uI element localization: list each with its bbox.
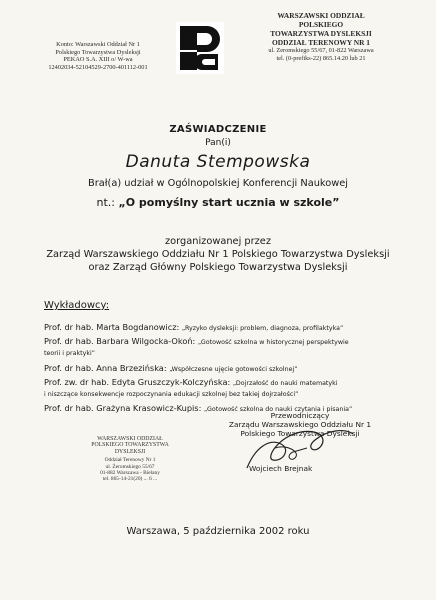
lecturer-item: [44, 322, 343, 332]
organized-by: zorganizowanej przez: [165, 236, 271, 247]
stamp-line: POLSKIEGO TOWARZYSTWA DYSLEKSJI: [91, 442, 169, 455]
org-line-3: TOWARZYSTWA DYSLEKSJI: [270, 29, 372, 38]
bank-account-info: [18, 41, 178, 71]
stamp-line: WARSZAWSKI ODDZIAŁ: [97, 436, 163, 442]
org-line-2: POLSKIEGO: [298, 20, 344, 29]
lecture-topic: „Współczesne ujęcie gotowości szkolnej”: [169, 366, 298, 373]
stamp-line: Oddział Terenowy Nr 1: [104, 457, 156, 464]
lecturer-item: [44, 377, 338, 387]
lecture-topic: „Gotowość szkolna w historycznej perspektywie: [197, 339, 349, 346]
account-line-2: Polskiego Towarzystwa Dysleksji: [55, 48, 141, 56]
salutation: Pan(i): [205, 138, 231, 148]
lecturer-name: Prof. dr hab. Anna Brzezińska:: [44, 363, 167, 373]
signer-name: Wojciech Brejnak: [249, 464, 313, 473]
account-line-1: Konto: Warszawski Oddział Nr 1: [56, 41, 140, 48]
organization-header: [226, 11, 416, 62]
org-address: ul. Zeromskiego 55/67, 01-822 Warszawa: [268, 47, 374, 54]
account-number: 12402034-52104529-2700-401112-001: [48, 63, 148, 71]
lecture-topic-continued: i niszczące konsekwencje rozpoczynania edukacji szkolnej bez takiej dojrzałości”: [44, 391, 299, 398]
lecturer-name: Prof. dr hab. Barbara Wilgocka-Okoń:: [44, 336, 196, 346]
participation-statement: Brał(a) udział w Ogólnopolskiej Konferencji Naukowej: [88, 178, 348, 189]
lecturer-item: [44, 336, 349, 346]
stamp-line: 01-882 Warszawa - Bielany: [100, 470, 160, 477]
participant-name: Danuta Stempowska: [125, 152, 311, 172]
lecturers-heading: Wykładowcy:: [44, 300, 110, 311]
lecturer-name: Prof. dr hab. Marta Bogdanowicz:: [44, 322, 180, 332]
stamp-line: ul. Żeromskiego 55/67: [105, 463, 155, 470]
org-phone: tel. (0-prefiks-22) 865.14.20 lub 21: [276, 54, 366, 62]
organizer-1: Zarząd Warszawskiego Oddziału Nr 1 Polskiego Towarzystwa Dysleksji: [46, 249, 390, 260]
certificate-title: ZAŚWIADCZENIE: [169, 124, 267, 135]
signer-org-2: Polskiego Towarzystwa Dysleksji: [240, 429, 360, 438]
signer-org-1: Zarządu Warszawskiego Oddziału Nr 1: [228, 420, 372, 429]
place-and-date: Warszawa, 5 października 2002 roku: [126, 526, 310, 537]
organization-stamp: [86, 436, 174, 483]
lecture-topic-continued: teorii i praktyki”: [44, 350, 95, 357]
theme-title: „O pomyślny start ucznia w szkole”: [118, 196, 340, 209]
lecture-topic: „Gotowość szkolna do nauki czytania i pisania”: [203, 406, 353, 413]
conference-theme: [0, 196, 436, 209]
lecture-topic: „Ryzyko dysleksji: problem, diagnoza, profilaktyka”: [181, 325, 344, 332]
ptd-logo-icon: [176, 22, 224, 74]
stamp-line: tel. 865-14-21(20) ... 6 ...: [102, 476, 158, 483]
account-line-3: PEKAO S.A. XIII o/ W-wa: [63, 56, 133, 64]
signer-role: Przewodniczący: [270, 411, 330, 420]
lecturer-name: Prof. dr hab. Grażyna Krasowicz-Kupis:: [44, 403, 202, 413]
org-line-1: WARSZAWSKI ODDZIAŁ: [277, 11, 365, 20]
lecture-topic: „Dojrzałość do nauki matematyki: [232, 380, 338, 387]
org-line-4: ODDZIAŁ TERENOWY NR 1: [272, 38, 370, 47]
theme-prefix: nt.:: [96, 196, 116, 209]
lecturer-item: [44, 363, 297, 373]
lecturer-name: Prof. zw. dr hab. Edyta Gruszczyk-Kolczyńska:: [44, 377, 231, 387]
organizer-2: oraz Zarząd Główny Polskiego Towarzystwa Dysleksji: [88, 262, 348, 273]
